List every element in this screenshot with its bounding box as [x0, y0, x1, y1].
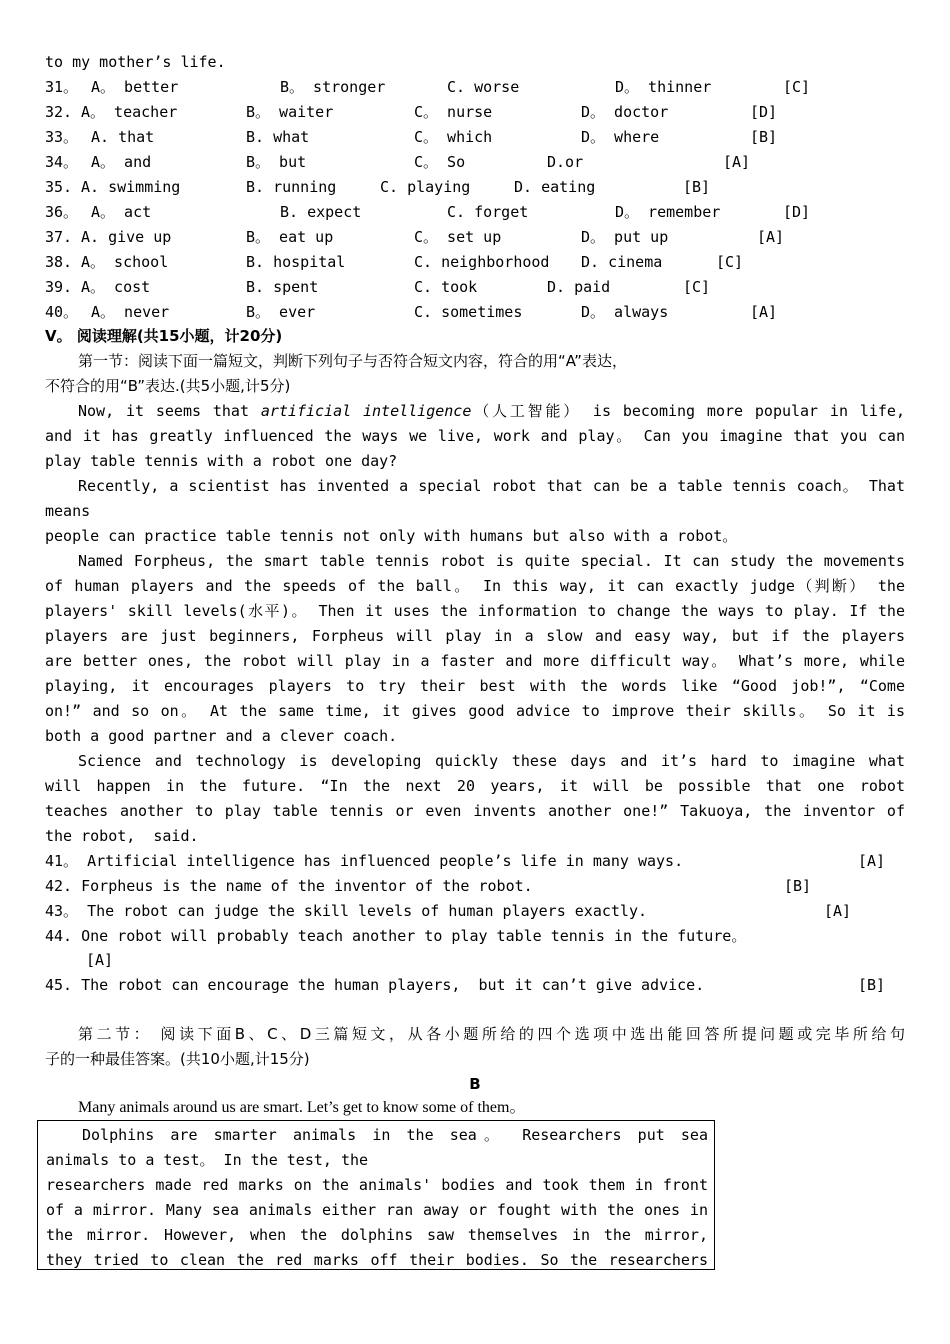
- passage-line: Named Forpheus, the smart table tennis robot is quite special. It can study the movements: [78, 552, 905, 570]
- box-line: the mirror. However, when the dolphins saw themselves in the mirror,: [46, 1226, 708, 1244]
- passage-line: the robot, said.: [45, 827, 199, 845]
- option-d: D. eating: [514, 178, 596, 196]
- question-row-32: [45, 100, 905, 124]
- option-a: A。 never: [91, 303, 170, 321]
- question-row-39: [45, 275, 905, 299]
- continued-line: to my mother’s life.: [45, 53, 226, 71]
- answer-key: [C]: [783, 78, 811, 96]
- part2-instructions: 第二节： 阅读下面B、C、D三篇短文，从各小题所给的四个选项中选出能回答所提问题或完毕所给句: [78, 1025, 905, 1043]
- passage-line: means: [45, 502, 91, 520]
- answer-key: [B]: [683, 178, 711, 196]
- option-b: B。 eat up: [246, 228, 334, 246]
- question-number: 38.: [45, 253, 73, 271]
- question-row-31: [45, 75, 905, 99]
- option-d: D。 always: [581, 303, 669, 321]
- box-line: researchers made red marks on the animals' bodies and took them in front: [46, 1176, 708, 1194]
- question-row-38: [45, 250, 905, 274]
- passage-text: Now, it seems that: [78, 402, 261, 420]
- passage-line: Recently, a scientist has invented a special robot that can be a table tennis coach。 That: [78, 477, 905, 495]
- passage-line: are better ones, the robot will play in a faster and more difficult way。 What’s more, while: [45, 652, 905, 670]
- answer-key: [A]: [824, 902, 852, 920]
- option-c: C. forget: [447, 203, 529, 221]
- answer-key: [B]: [750, 128, 778, 146]
- box-line: animals to a test。 In the test, the: [46, 1151, 369, 1169]
- question-number: 31。: [45, 78, 79, 96]
- option-a: A. swimming: [81, 178, 181, 196]
- answer-key: [C]: [716, 253, 744, 271]
- answer-key: [B]: [784, 877, 812, 895]
- passage-intro: Many animals around us are smart. Let’s get to know some of them。: [78, 1099, 526, 1116]
- answer-key: [A]: [757, 228, 785, 246]
- part2-instructions-cont: 子的一种最佳答案。(共10小题,计15分): [45, 1050, 310, 1068]
- option-c: C. took: [414, 278, 478, 296]
- question-row-33: [45, 125, 905, 149]
- option-c: C。 nurse: [414, 103, 493, 121]
- answer-key: [B]: [858, 976, 886, 994]
- part1-instructions: 第一节：阅读下面一篇短文，判断下列句子与否符合短文内容，符合的用“A”表达，: [78, 352, 627, 370]
- judgment-item-42: 42. Forpheus is the name of the inventor of the robot.: [45, 877, 533, 895]
- passage-line: and it has greatly influenced the ways we live, work and play。 Can you imagine that you can: [45, 427, 905, 445]
- box-line: of a mirror. Many sea animals either ran away or fought with the ones in: [46, 1201, 708, 1219]
- option-a: A。 better: [91, 78, 179, 96]
- question-number: 37.: [45, 228, 73, 246]
- option-a: A。 cost: [81, 278, 151, 296]
- question-number: 36。: [45, 203, 79, 221]
- question-number: 33。: [45, 128, 79, 146]
- passage-line: [78, 399, 905, 423]
- option-d: D. cinema: [581, 253, 663, 271]
- option-c: C。 set up: [414, 228, 502, 246]
- option-b: B。 ever: [246, 303, 316, 321]
- question-row-34: [45, 150, 905, 174]
- passage-text: （人工智能） is becoming more popular in life,: [471, 402, 905, 420]
- option-a: A。 teacher: [81, 103, 178, 121]
- passage-line: play table tennis with a robot one day?: [45, 452, 398, 470]
- judgment-item-43: 43。 The robot can judge the skill levels of human players exactly.: [45, 902, 647, 920]
- passage-line: players' skill levels(水平)。 Then it uses the information to change the ways to play. If the: [45, 602, 905, 620]
- section-heading: V。 阅读理解(共15小题，计20分): [45, 327, 283, 345]
- option-d: D。 where: [581, 128, 660, 146]
- passage-line: both a good partner and a clever coach.: [45, 727, 398, 745]
- passage-line: people can practice table tennis not only with humans but also with a robot。: [45, 527, 738, 545]
- judgment-item-44: 44. One robot will probably teach another to play table tennis in the future。: [45, 927, 747, 945]
- option-c: C. worse: [447, 78, 520, 96]
- passage-line: of human players and the speeds of the ball。 In this way, it can exactly judge（判断） the: [45, 577, 905, 595]
- option-d: D。 remember: [615, 203, 721, 221]
- answer-key: [D]: [750, 103, 778, 121]
- option-b: B. what: [246, 128, 310, 146]
- question-row-35: [45, 175, 905, 199]
- question-number: 40。: [45, 303, 79, 321]
- option-d: D。 put up: [581, 228, 669, 246]
- passage-line: on!” and so on。 At the same time, it gives good advice to improve their skills。 So it is: [45, 702, 905, 720]
- option-d: D。 doctor: [581, 103, 669, 121]
- option-b: B. running: [246, 178, 337, 196]
- option-c: C. playing: [380, 178, 471, 196]
- italic-term: artificial intelligence: [260, 402, 472, 420]
- question-number: 34。: [45, 153, 79, 171]
- passage-box: [37, 1120, 715, 1270]
- passage-line: playing, it encourages players to try their best with the words like “Good job!”, “Come: [45, 677, 905, 695]
- option-a: A. that: [91, 128, 155, 146]
- question-row-40: [45, 300, 905, 324]
- question-row-37: [45, 225, 905, 249]
- question-number: 35.: [45, 178, 73, 196]
- answer-key: [A]: [858, 852, 886, 870]
- option-b: B. expect: [280, 203, 362, 221]
- option-a: A。 school: [81, 253, 169, 271]
- option-d: D.or: [547, 153, 584, 171]
- option-c: C. sometimes: [414, 303, 523, 321]
- passage-line: Science and technology is developing quickly these days and it’s hard to imagine what: [78, 752, 905, 770]
- question-row-36: [45, 200, 905, 224]
- option-c: C。 which: [414, 128, 493, 146]
- option-a: A。 and: [91, 153, 152, 171]
- passage-line: players are just beginners, Forpheus will play in a slow and easy way, but if the players: [45, 627, 905, 645]
- option-d: D. paid: [547, 278, 611, 296]
- question-number: 32.: [45, 103, 73, 121]
- answer-key: [D]: [783, 203, 811, 221]
- answer-key: [A]: [750, 303, 778, 321]
- answer-key: [A]: [723, 153, 751, 171]
- option-c: C。 So: [414, 153, 466, 171]
- passage-line: teaches another to play table tennis or even invents another one!” Takuoya, the inventor of: [45, 802, 905, 820]
- judgment-item-45: 45. The robot can encourage the human players, but it can’t give advice.: [45, 976, 705, 994]
- option-b: B。 stronger: [280, 78, 386, 96]
- question-number: 39.: [45, 278, 73, 296]
- option-b: B. hospital: [246, 253, 346, 271]
- box-line: Dolphins are smarter animals in the sea。 Researchers put sea: [82, 1126, 708, 1144]
- box-line: they tried to clean the red marks off their bodies. So the researchers: [46, 1251, 708, 1269]
- answer-key: [A]: [86, 951, 114, 969]
- option-a: A. give up: [81, 228, 172, 246]
- option-a: A。 act: [91, 203, 152, 221]
- passage-line: will happen in the future. “In the next 20 years, it will be possible that one robot: [45, 777, 905, 795]
- option-b: B。 waiter: [246, 103, 334, 121]
- option-b: B。 but: [246, 153, 307, 171]
- passage-title: B: [469, 1075, 481, 1093]
- judgment-item-41: 41。 Artificial intelligence has influenced people’s life in many ways.: [45, 852, 684, 870]
- option-c: C. neighborhood: [414, 253, 550, 271]
- answer-key: [C]: [683, 278, 711, 296]
- part1-instructions-cont: 不符合的用“B”表达.(共5小题,计5分): [45, 377, 291, 395]
- option-d: D。 thinner: [615, 78, 712, 96]
- option-b: B. spent: [246, 278, 319, 296]
